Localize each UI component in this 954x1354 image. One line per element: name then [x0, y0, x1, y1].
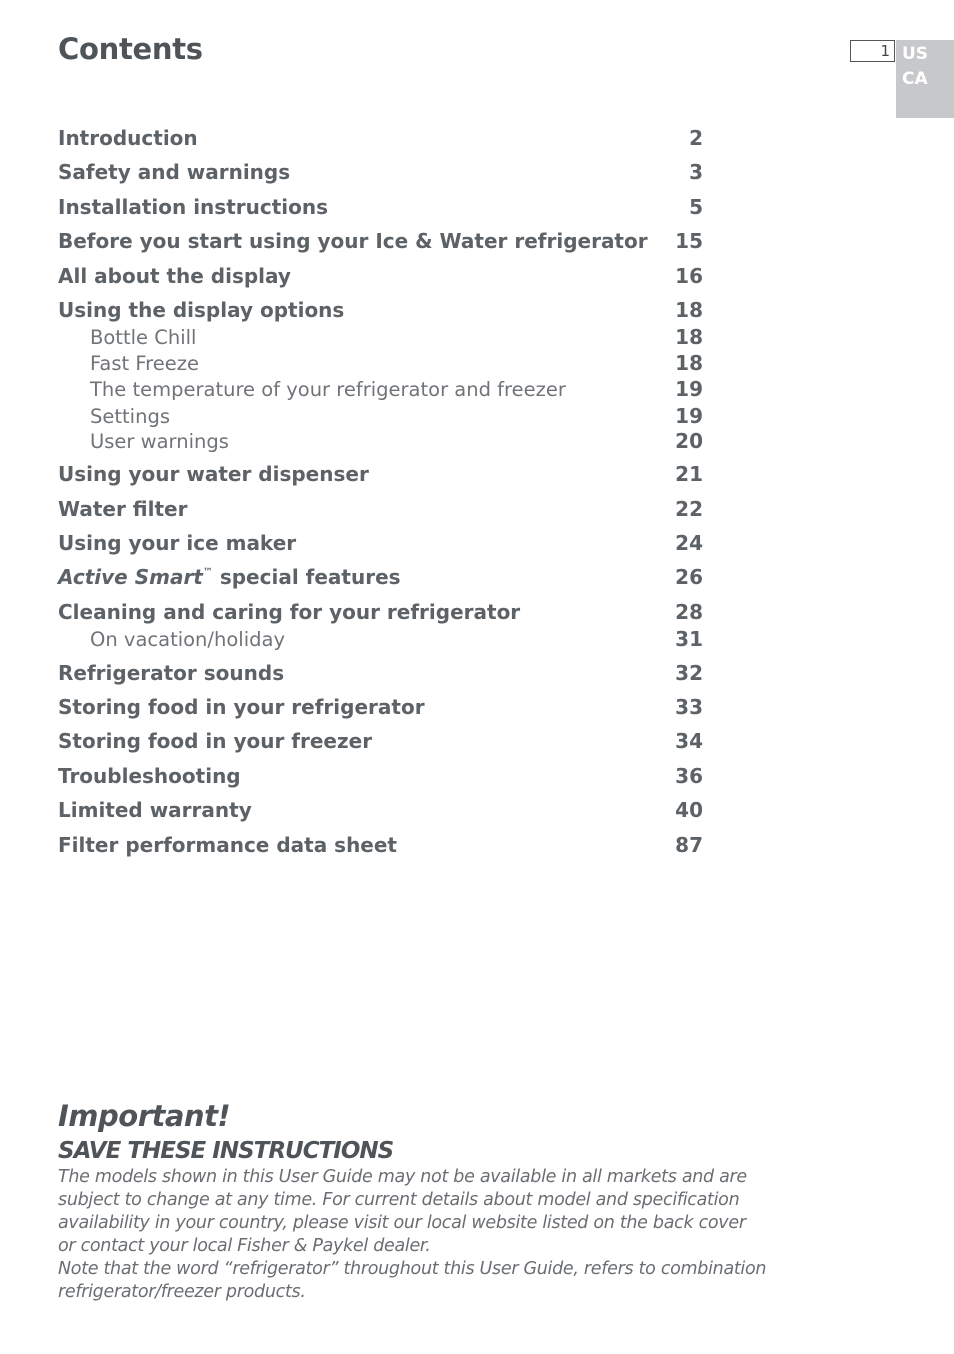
- toc-label: Bottle Chill: [90, 326, 197, 349]
- toc-entry: [58, 160, 703, 184]
- toc-page-number: 19: [675, 404, 703, 428]
- important-heading: Important!: [58, 1099, 231, 1133]
- toc-label: Settings: [90, 405, 170, 428]
- toc-entry: [58, 565, 703, 589]
- toc-label: Storing food in your freezer: [58, 729, 373, 753]
- toc-subentry: [58, 325, 703, 349]
- important-line: availability in your country, please visit our local website listed on the back cover: [58, 1213, 746, 1233]
- toc-entry: [58, 764, 703, 788]
- toc-subentry: [58, 404, 703, 428]
- toc-label: Refrigerator sounds: [58, 661, 285, 685]
- toc-entry: [58, 798, 703, 822]
- region-tab: [896, 40, 954, 118]
- toc-page-number: 40: [675, 798, 703, 822]
- toc-page-number: 36: [675, 764, 703, 788]
- toc-label: Safety and warnings: [58, 160, 291, 184]
- toc-page-number: 28: [675, 600, 703, 624]
- toc-label: User warnings: [90, 430, 229, 453]
- toc-page-number: 24: [675, 531, 703, 555]
- toc-label: Before you start using your Ice & Water refrigerator: [58, 229, 648, 253]
- toc-page-number: 22: [675, 497, 703, 521]
- toc-entry: [58, 229, 703, 253]
- toc-entry: [58, 729, 703, 753]
- toc-page-number: 20: [675, 429, 703, 453]
- toc-label: Introduction: [58, 126, 198, 150]
- region-label-ca: CA: [902, 69, 928, 89]
- trademark-symbol: ™: [202, 567, 213, 578]
- toc-label: Installation instructions: [58, 195, 329, 219]
- important-line: Note that the word “refrigerator” throughout this User Guide, refers to combination: [58, 1259, 767, 1279]
- toc-label: The temperature of your refrigerator and freezer: [90, 378, 566, 401]
- toc-entry: [58, 531, 703, 555]
- toc-label: Using your ice maker: [58, 531, 297, 555]
- toc-subentry: [58, 351, 703, 375]
- important-body: [58, 1166, 767, 1304]
- toc-page-number: 16: [675, 264, 703, 288]
- toc-page-number: 5: [689, 195, 703, 219]
- toc-page-number: 18: [675, 325, 703, 349]
- toc-entry: [58, 264, 703, 288]
- toc-page-number: 3: [689, 160, 703, 184]
- toc-subentry: [58, 429, 703, 453]
- toc-label: Water filter: [58, 497, 188, 521]
- toc-entry: [58, 298, 703, 322]
- toc-page-number: 31: [675, 627, 703, 651]
- important-line: refrigerator/freezer products.: [58, 1282, 306, 1302]
- toc-label: [58, 565, 401, 589]
- toc-label: Storing food in your refrigerator: [58, 695, 425, 719]
- toc-label: All about the display: [58, 264, 291, 288]
- toc-label-rest: special features: [212, 565, 401, 589]
- important-line: subject to change at any time. For current details about model and specification: [58, 1190, 740, 1210]
- save-instructions-heading: SAVE THESE INSTRUCTIONS: [58, 1138, 394, 1164]
- toc-label: Filter performance data sheet: [58, 833, 397, 857]
- toc-subentry: [58, 377, 703, 401]
- toc-label: Using the display options: [58, 298, 345, 322]
- toc-page-number: 15: [675, 229, 703, 253]
- toc-page-number: 26: [675, 565, 703, 589]
- toc-subentry: [58, 627, 703, 651]
- toc-entry: [58, 600, 703, 624]
- toc-entry: [58, 497, 703, 521]
- toc-page-number: 21: [675, 462, 703, 486]
- toc-label: Troubleshooting: [58, 764, 241, 788]
- toc-label: On vacation/holiday: [90, 628, 285, 651]
- toc-entry: [58, 661, 703, 685]
- important-line: or contact your local Fisher & Paykel dealer.: [58, 1236, 431, 1256]
- toc-page-number: 2: [689, 126, 703, 150]
- toc-label: Fast Freeze: [90, 352, 199, 375]
- toc-page-number: 19: [675, 377, 703, 401]
- important-line: The models shown in this User Guide may not be available in all markets and are: [58, 1167, 747, 1187]
- toc-page-number: 18: [675, 351, 703, 375]
- toc-label: Limited warranty: [58, 798, 252, 822]
- page-title: Contents: [58, 32, 203, 66]
- toc-label: Using your water dispenser: [58, 462, 369, 486]
- toc-page-number: 18: [675, 298, 703, 322]
- important-notice: [58, 1096, 767, 1304]
- toc-entry: [58, 695, 703, 719]
- toc-page-number: 32: [675, 661, 703, 685]
- toc-entry: [58, 195, 703, 219]
- region-label-us: US: [902, 44, 929, 64]
- toc-page-number: 33: [675, 695, 703, 719]
- toc-page-number: 34: [675, 729, 703, 753]
- toc-entry: [58, 126, 703, 150]
- toc-entry: [58, 833, 703, 857]
- toc-label-brand: Active Smart: [58, 565, 203, 589]
- page-number: 1: [850, 40, 895, 62]
- toc-entry: [58, 462, 703, 486]
- toc-label: Cleaning and caring for your refrigerator: [58, 600, 521, 624]
- toc-page-number: 87: [675, 833, 703, 857]
